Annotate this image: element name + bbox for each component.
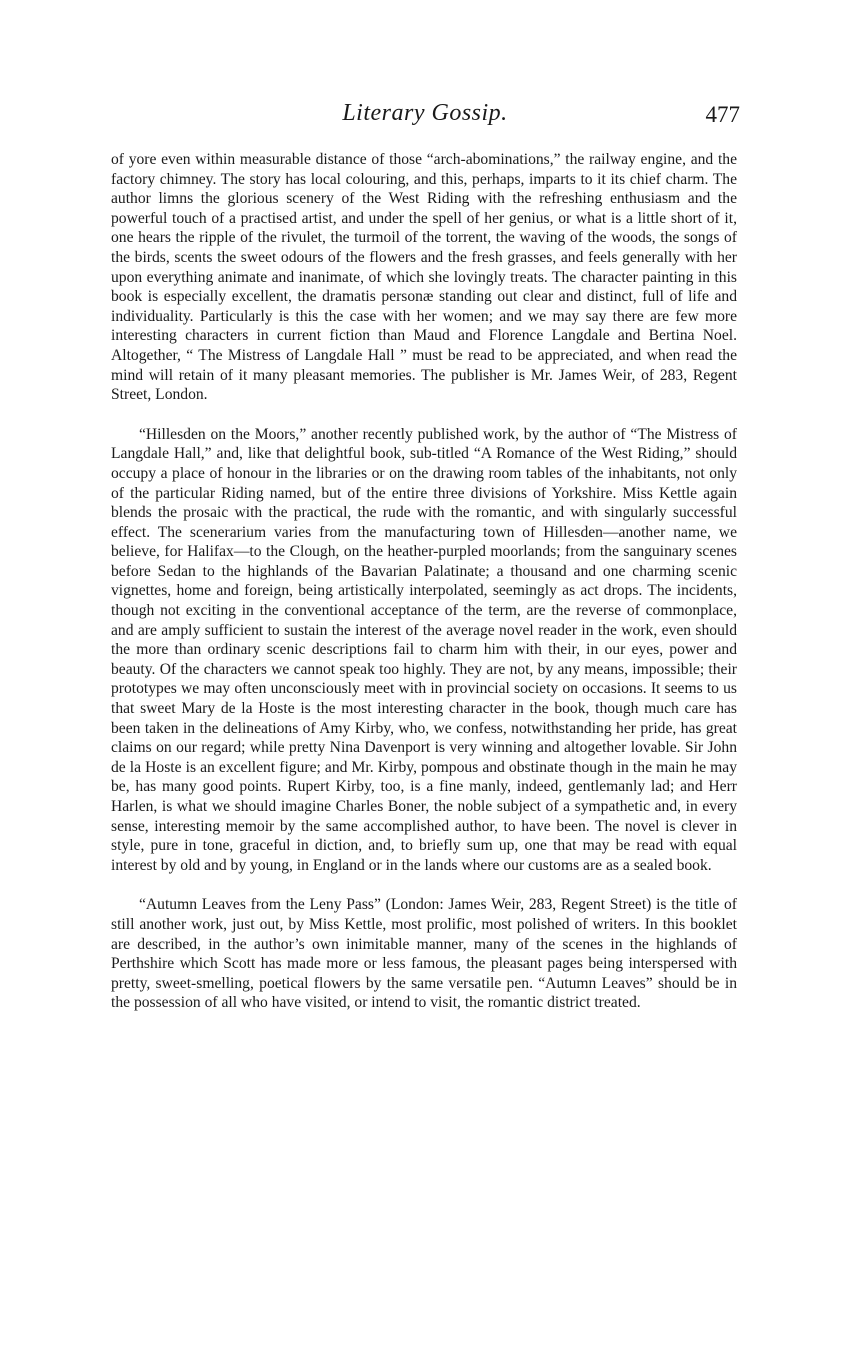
running-title: Literary Gossip. [342, 100, 508, 126]
running-header [110, 98, 740, 132]
page-number: 477 [705, 102, 740, 127]
paragraph-autumn-leaves: “Autumn Leaves from the Leny Pass” (London: James Weir, 283, Regent Street) is the title of still another work, just out, by Miss Kettle, most prolific, most polished of writers. In this booklet are described, in the author’s own inimitable manner, many of the scenes in the highlands of Perthshire which Scott has made more or less famous, the pleasant pages being interspersed with pretty, sweet-smelling, poetical flowers by the same versatile pen. “Autumn Leaves” should be in the possession of all who have visited, or intend to visit, the romantic district treated. [111, 896, 737, 1012]
paragraph-hillesden: “Hillesden on the Moors,” another recently published work, by the author of “The Mistress of Langdale Hall,” and, like that delightful book, sub-titled “A Romance of the West Riding,” should occupy a place of honour in the libraries or on the drawing room tables of the inhabitants, not only of the particular Riding named, but of the entire three divisions of Yorkshire. Miss Kettle again blends the prosaic with the practical, the rude with the romantic, and with singularly successful effect. The scenerarium varies from the manufacturing town of Hillesden—another name, we believe, for Halifax—to the Clough, on the heather-purpled moorlands; from the sanguinary scenes before Sedan to the highlands of the Bavarian Palatinate; a thousand and one charming scenic vignettes, home and foreign, being artistically interpolated, seemingly as act drops. The incidents, though not exciting in the conventional acceptance of the term, are the reverse of commonplace, and are amply sufficient to sustain the interest of the average novel reader in the work, even should the more than ordinary scenic descriptions fail to charm him with their, in our eyes, power and beauty. Of the characters we cannot speak too highly. They are not, by any means, impossible; their prototypes we may often unconsciously meet with in provincial society on occasions. It seems to us that sweet Mary de la Hoste is the most interesting character in the book, though much care has been taken in the delineations of Amy Kirby, who, we confess, notwithstanding her pride, has great claims on our regard; while pretty Nina Davenport is very winning and altogether lovable. Sir John de la Hoste is an excellent figure; and Mr. Kirby, pompous and obstinate though in the main he may be, has many good points. Rupert Kirby, too, is a fine manly, indeed, gentlemanly lad; and Herr Harlen, is what we should imagine Charles Boner, the noble subject of a sympathetic and, in every sense, interesting memoir by the same accomplished author, to have been. The novel is clever in style, pure in tone, graceful in diction, and, to briefly sum up, one that may be read with equal interest by old and by young, in England or in the lands where our customs are as a sealed book. [111, 425, 737, 874]
paragraph-continued: of yore even within measurable distance of those “arch-abominations,” the railway engine, and the factory chimney. The story has local colouring, and this, perhaps, imparts to it its chief charm. The author limns the glorious scenery of the West Riding with the refreshing enthusiasm and the powerful touch of a practised artist, and under the spell of her genius, or what is a little short of it, one hears the ripple of the rivulet, the turmoil of the torrent, the waving of the woods, the songs of the birds, scents the sweet odours of the flowers and the fresh grasses, and feels generally with her upon everything animate and inanimate, of which she lovingly treats. The character painting in this book is especially excellent, the dramatis personæ standing out clear and distinct, full of life and individuality. Particularly is this the case with her women; and we may say there are few more interesting characters in current fiction than Maud and Florence Langdale and Bertina Noel. Altogether, “ The Mistress of Langdale Hall ” must be read to be appreciated, and when read the mind will retain of it many pleasant memories. The publisher is Mr. James Weir, of 283, Regent Street, London. [111, 151, 737, 404]
body-text [111, 150, 737, 1013]
